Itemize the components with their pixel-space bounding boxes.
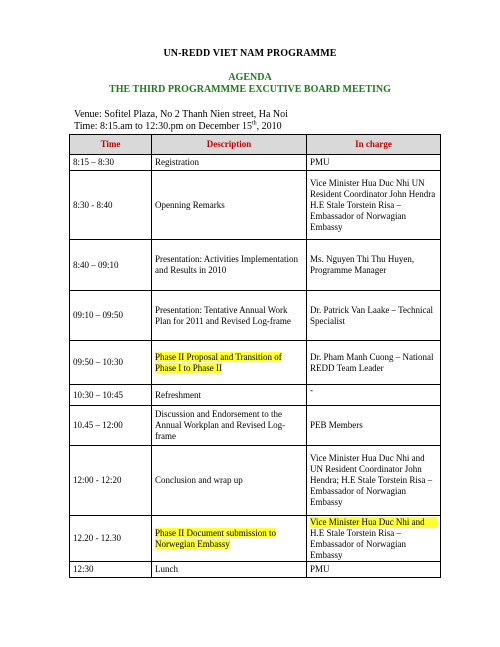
table-row [70,446,441,516]
cell-description: Presentation: Tentative Annual Work Plan for 2011 and Revised Log-frame [152,291,307,341]
agenda-label: AGENDA [228,72,272,83]
programme-title: UN-REDD VIET NAM PROGRAMME [163,48,337,59]
table-row [70,155,441,171]
cell-in-charge: Vice Minister Hua Duc Nhi UN Resident Coordinator John Hendra H.E Stale Torstein Risa – Embassador of Norwagian Embassy [307,171,441,240]
cell-in-charge: PEB Members [307,406,441,446]
cell-description: Registration [152,155,307,171]
highlighted-in-charge: Vice Minister Hua Duc Nhi and [310,517,437,528]
cell-time: 09:10 – 09:50 [70,291,152,341]
cell-in-charge: PMU [307,562,441,578]
cell-time: 8:40 – 09:10 [70,240,152,291]
cell-time: 8:15 – 8:30 [70,155,152,171]
table-row [70,341,441,385]
time-prefix: Time: 8:15.am to 12:30.pm on December 15 [74,121,252,132]
time-year: , 2010 [256,121,282,132]
cell-in-charge: - [307,385,441,406]
table-row [70,385,441,406]
cell-description: Presentation: Activities Implementation and Results in 2010 [152,240,307,291]
in-charge-rest: H.E Stale Torstein Risa – Embassador of Norwagian Embassy [310,527,406,560]
table-row [70,291,441,341]
cell-description: Discussion and Endorsement to the Annual Workplan and Revised Log-frame [152,406,307,446]
column-header-time: Time [70,135,152,155]
agenda-table [69,134,441,578]
table-row [70,406,441,446]
highlighted-description: Phase II Document submission to Norwegian Embassy [155,527,276,549]
table-row [70,562,441,578]
cell-time: 8:30 - 8:40 [70,171,152,240]
cell-in-charge [307,516,441,562]
cell-in-charge: PMU [307,155,441,171]
table-header-row [70,135,441,155]
highlighted-description: Phase II Proposal and Transition of Phase I to Phase II [155,351,282,373]
table-row [70,240,441,291]
cell-in-charge: Vice Minister Hua Duc Nhi and UN Resident Coordinator John Hendra; H.E Stale Torstein Risa – Embassador of Norwagian Embassy [307,446,441,516]
venue-block [74,109,288,133]
agenda-heading [0,72,500,96]
meeting-title: THE THIRD PROGRAMMME EXCUTIVE BOARD MEETING [109,84,391,95]
cell-description: Conclusion and wrap up [152,446,307,516]
cell-time: 12:30 [70,562,152,578]
cell-description: Openning Remarks [152,171,307,240]
table-row [70,171,441,240]
cell-in-charge: Ms. Nguyen Thi Thu Huyen, Programme Manager [307,240,441,291]
venue-line: Venue: Sofitel Plaza, No 2 Thanh Nien street, Ha Noi [74,109,288,120]
cell-in-charge: Dr. Patrick Van Laake – Technical Specialist [307,291,441,341]
time-ordinal: th [251,120,257,127]
time-line [74,121,288,133]
cell-description: Lunch [152,562,307,578]
column-header-in-charge: In charge [307,135,441,155]
cell-time: 09:50 – 10:30 [70,341,152,385]
cell-time: 12:00 - 12:20 [70,446,152,516]
cell-description: Refreshment [152,385,307,406]
column-header-description: Description [152,135,307,155]
cell-description [152,516,307,562]
cell-time: 12.20 - 12.30 [70,516,152,562]
cell-time: 10.45 – 12:00 [70,406,152,446]
cell-description [152,341,307,385]
table-row [70,516,441,562]
cell-time: 10:30 – 10:45 [70,385,152,406]
cell-in-charge: Dr. Pham Manh Cuong – National REDD Team Leader [307,341,441,385]
